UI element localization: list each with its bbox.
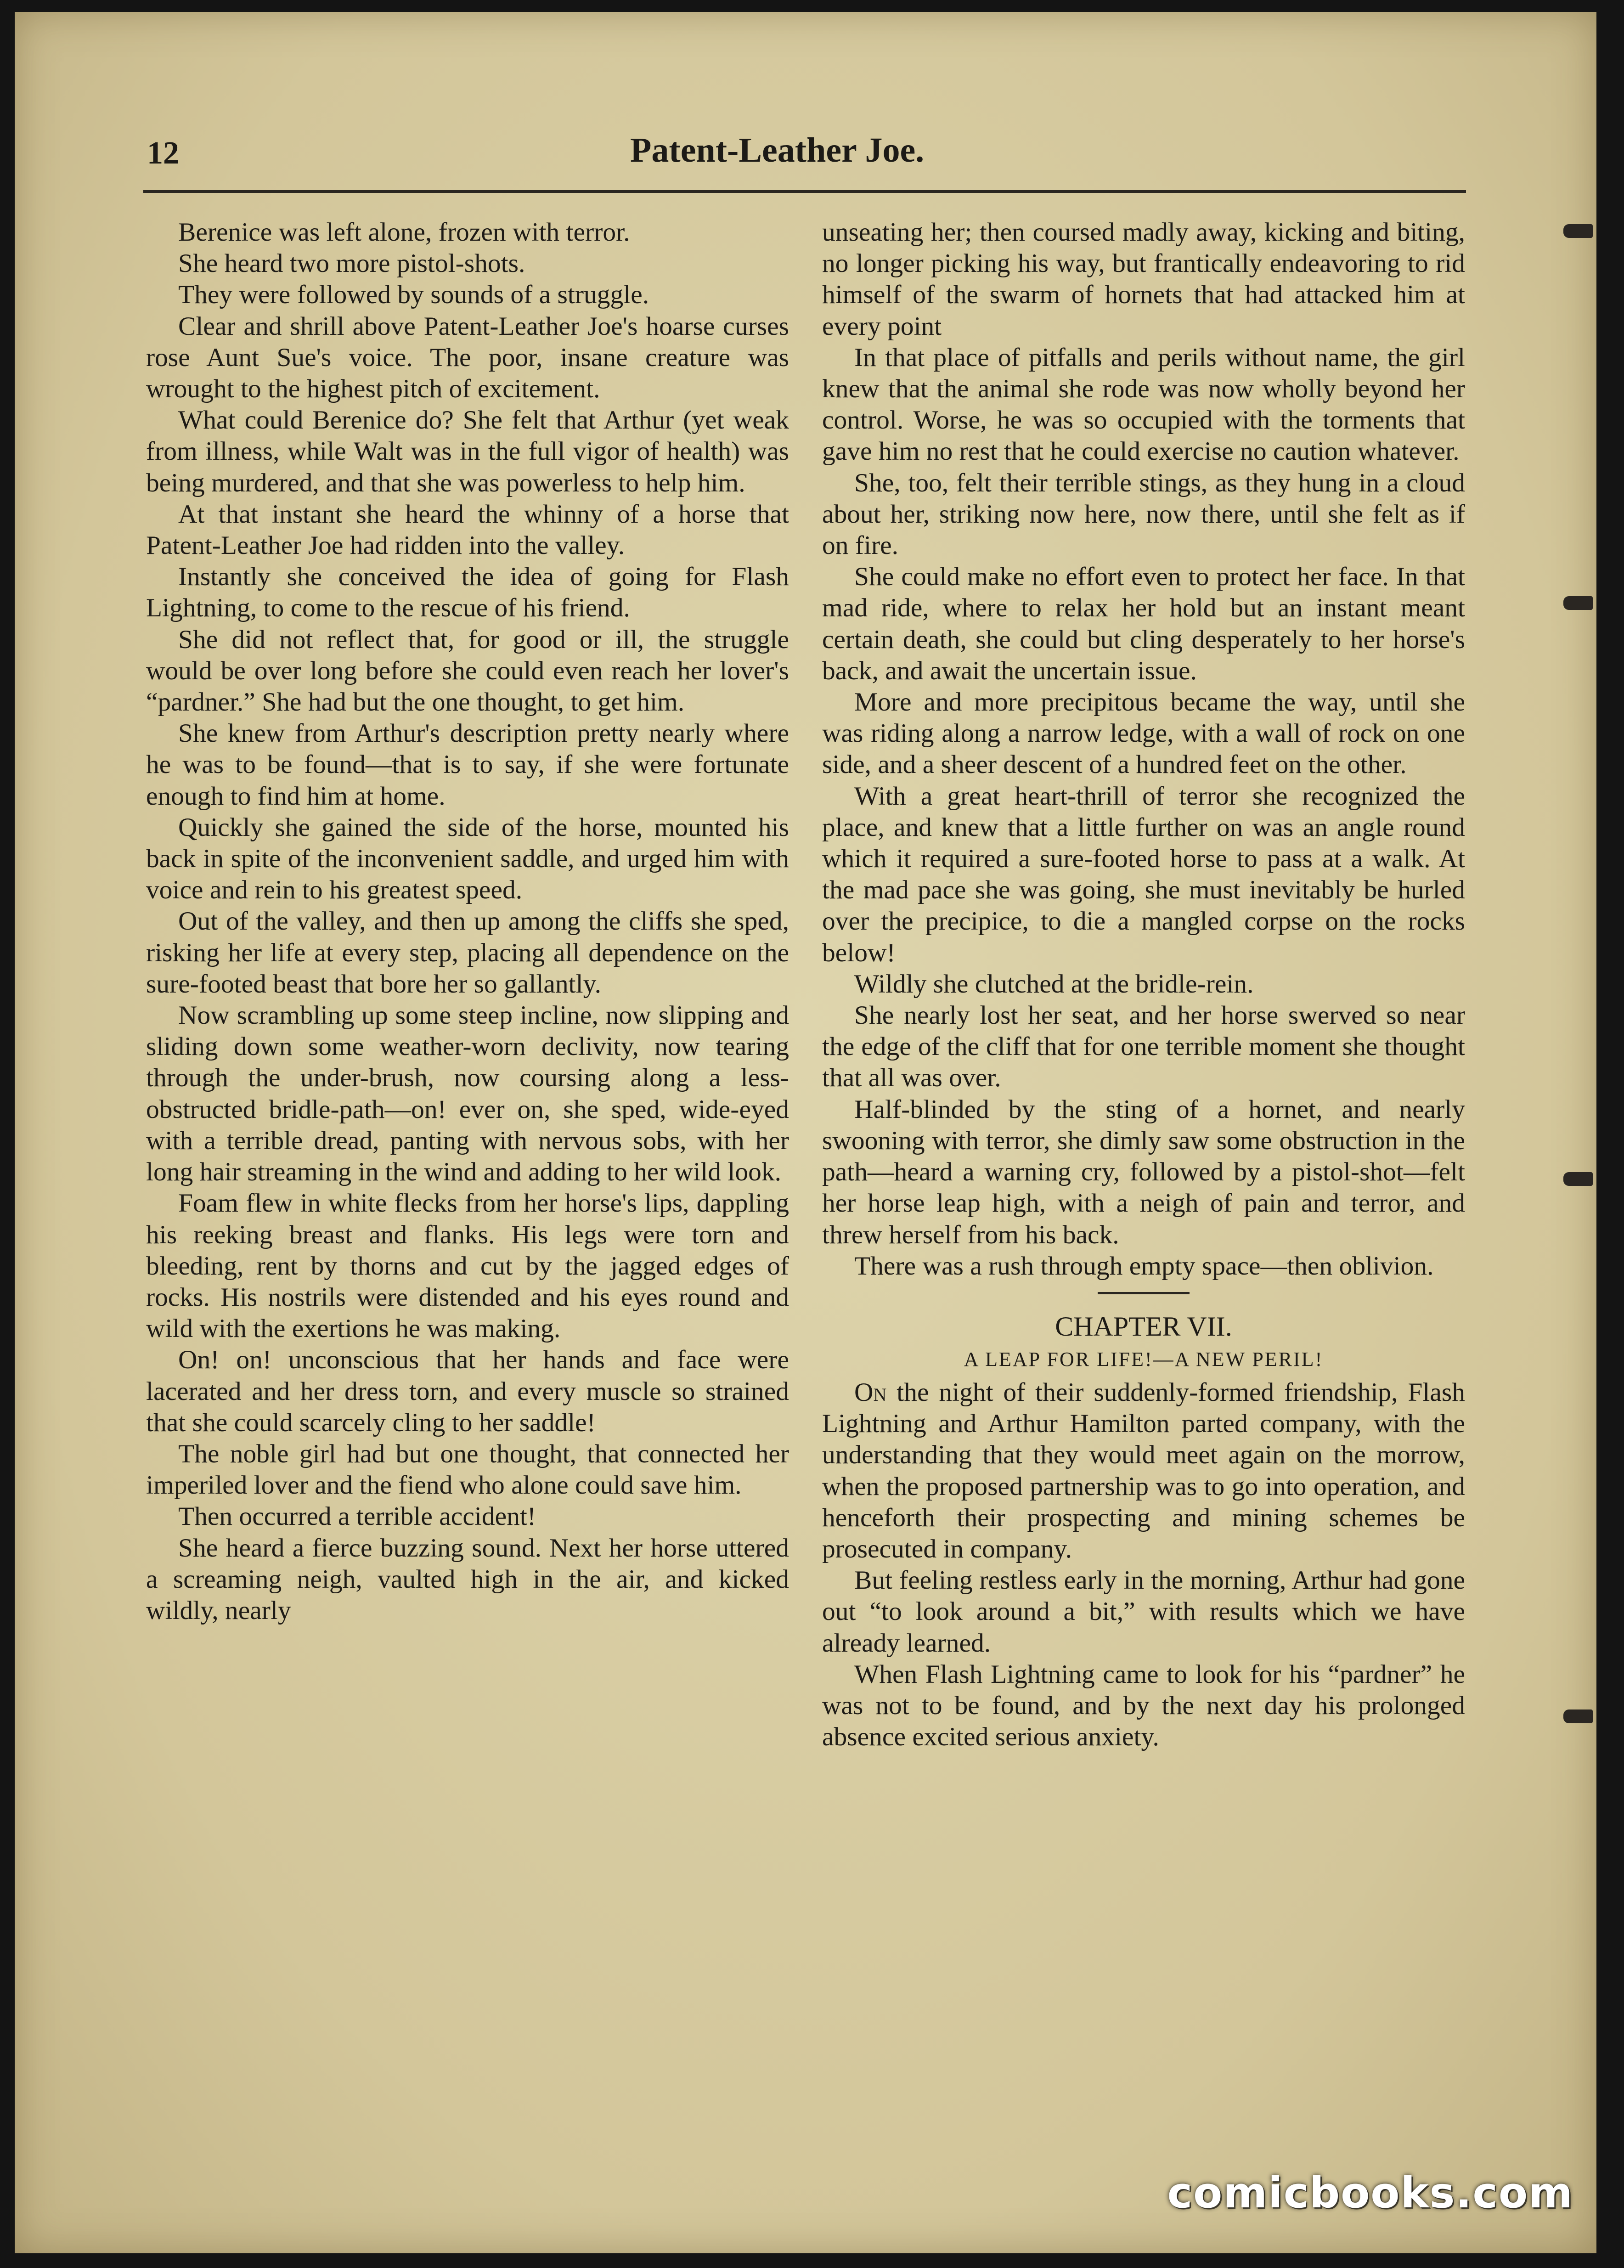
chapter-title: CHAPTER VII. — [1055, 1311, 1232, 1342]
paragraph: She did not reflect that, for good or ill, the struggle would be over long before she could even reach her lover's “pardner.” She had but the one thought, to get him. — [146, 625, 789, 717]
paragraph: Foam flew in white flecks from her horse's lips, dappling his reeking breast and flanks. His legs were torn and bleeding, rent by thorns and cut by the jagged edges of rocks. His nostrils were distended and his eyes round and wild with the exertions he was making. — [146, 1189, 789, 1343]
paragraph: Then occurred a terrible accident! — [178, 1502, 536, 1531]
site-watermark: comicbooks.com — [1167, 2168, 1573, 2217]
paragraph: Now scrambling up some steep incline, now slipping and sliding down some weather-worn declivity, now tearing through the under-brush, now coursing along a less-obstructed bridle-path—on! ever on, she sped, wide-eyed with a terrible dread, panting with nervous sobs, with her long hair streaming in the wind and adding to her wild look. — [146, 1001, 789, 1187]
chapter-first-paragraph — [822, 1377, 1465, 1565]
page-number: 12 — [147, 135, 179, 171]
paragraph: Quickly she gained the side of the horse, mounted his back in spite of the inconvenient saddle, and urged him with voice and rein to his greatest speed. — [146, 812, 789, 905]
paragraph: In that place of pitfalls and perils without name, the girl knew that the animal she rode was now wholly beyond her control. Worse, he was so occupied with the torments that gave him no rest that he could exercise no caution whatever. — [822, 343, 1465, 466]
paragraph: Instantly she conceived the idea of going for Flash Lightning, to come to the rescue of his friend. — [146, 562, 789, 623]
paragraph: She heard a fierce buzzing sound. Next her horse uttered a screaming neigh, vaulted high in the air, and kicked wildly, nearly — [146, 1533, 789, 1625]
magazine-page — [15, 12, 1596, 2253]
paragraph: More and more precipitous became the way, until she was riding along a narrow ledge, with a wall of rock on one side, and a sheer descent of a hundred feet on the other. — [822, 688, 1465, 779]
chapter-first-paragraph-text: the night of their suddenly-formed friendship, Flash Lightning and Arthur Hamilton parted company, with the understanding that they would meet again on the morrow, when the proposed partnership was to go into operation, and henceforth their prospecting and mining schemes be prosecuted in company. — [822, 1377, 1465, 1563]
paragraph: What could Berenice do? She felt that Arthur (yet weak from illness, while Walt was in the full vigor of health) was being murdered, and that she was powerless to help him. — [146, 406, 789, 497]
paragraph: With a great heart-thrill of terror she recognized the place, and knew that a little further on was an angle round which it required a sure-footed horse to pass at a walk. At the mad pace she was going, she must inevitably be hurled over the precipice, to die a mangled corpse on the rocks below! — [822, 781, 1465, 967]
binding-staple — [1563, 596, 1593, 610]
binding-staple — [1563, 1172, 1593, 1186]
paragraph: The noble girl had but one thought, that connected her imperiled lover and the fiend who alone could save him. — [146, 1439, 789, 1500]
paragraph: But feeling restless early in the morning, Arthur had gone out “to look around a bit,” with results which we have already learned. — [822, 1566, 1465, 1658]
binding-staple — [1563, 1709, 1593, 1723]
header-rule — [143, 190, 1466, 193]
paragraph: At that instant she heard the whinny of a horse that Patent-Leather Joe had ridden into the valley. — [146, 499, 789, 560]
running-title: Patent-Leather Joe. — [630, 131, 925, 169]
paragraph: On! on! unconscious that her hands and face were lacerated and her dress torn, and every muscle so strained that she could scarcely cling to her saddle! — [146, 1345, 789, 1437]
paragraph: Berenice was left alone, frozen with terror. — [178, 218, 630, 247]
binding-staple — [1563, 224, 1593, 238]
paragraph: Wildly she clutched at the bridle-rein. — [854, 969, 1254, 999]
paragraph: She heard two more pistol-shots. — [178, 249, 525, 278]
paragraph: She, too, felt their terrible stings, as they hung in a cloud about her, striking now here, now there, until she felt as if on fire. — [822, 468, 1465, 560]
chapter-subtitle: A LEAP FOR LIFE!—A NEW PERIL! — [964, 1348, 1324, 1371]
right-column — [822, 217, 1465, 1753]
paragraph: Half-blinded by the sting of a hornet, and nearly swooning with terror, she dimly saw some obstruction in the path—heard a warning cry, followed by a pistol-shot—felt her horse leap high, with a neigh of pain and terror, and threw herself from his back. — [822, 1095, 1465, 1249]
paragraph: She nearly lost her seat, and her horse swerved so near the edge of the cliff that for one terrible moment she thought that all was over. — [822, 1001, 1465, 1093]
paragraph: They were followed by sounds of a struggle. — [178, 280, 649, 310]
paragraph: Out of the valley, and then up among the cliffs she sped, risking her life at every step, placing all dependence on the sure-footed beast that bore her so gallantly. — [146, 907, 789, 999]
paragraph: When Flash Lightning came to look for his “pardner” he was not to be found, and by the next day his prolonged absence excited serious anxiety. — [822, 1659, 1465, 1752]
paragraph: She could make no effort even to protect her face. In that mad ride, where to relax her hold but an instant meant certain death, she could but cling desperately to her horse's back, and await the uncertain issue. — [822, 562, 1465, 685]
chapter-lead-word: On — [854, 1377, 887, 1407]
chapter-divider-rule — [1098, 1292, 1190, 1294]
paragraph: There was a rush through empty space—then oblivion. — [854, 1251, 1434, 1281]
paragraph: Clear and shrill above Patent-Leather Joe's hoarse curses rose Aunt Sue's voice. The poor, insane creature was wrought to the highest pitch of excitement. — [146, 311, 789, 404]
paragraph: unseating her; then coursed madly away, kicking and biting, no longer picking his way, but frantically endeavoring to rid himself of the swarm of hornets that had attacked him at every point — [822, 218, 1465, 341]
left-column — [146, 217, 789, 1626]
paragraph: She knew from Arthur's description pretty nearly where he was to be found—that is to say, if she were fortunate enough to find him at home. — [146, 719, 789, 811]
